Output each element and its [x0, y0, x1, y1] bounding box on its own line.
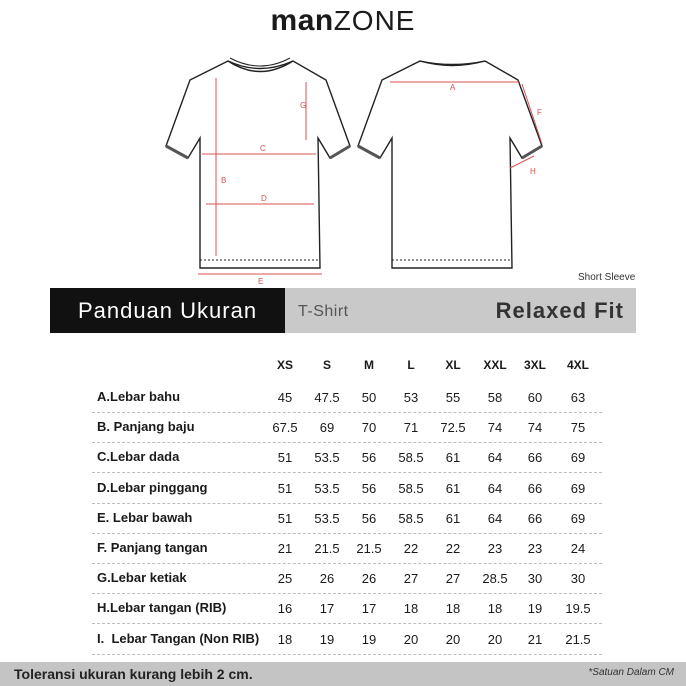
table-row — [92, 442, 602, 473]
table-cell: 58 — [487, 390, 503, 405]
table-row — [92, 503, 602, 534]
table-cell: 20 — [445, 631, 461, 647]
table-cell: 18 — [487, 601, 503, 617]
table-cell: 53.5 — [314, 450, 340, 466]
table-cell: 28.5 — [482, 571, 508, 587]
row-label: B. Panjang baju — [97, 419, 195, 435]
table-cell: 56 — [361, 450, 377, 466]
size-header: 3XL — [523, 358, 546, 372]
table-cell: 74 — [487, 420, 503, 436]
row-label: I. Lebar Tangan (Non RIB) — [97, 630, 260, 646]
table-cell: 22 — [403, 541, 419, 556]
table-cell: 69 — [570, 450, 586, 466]
size-header: 4XL — [566, 358, 589, 372]
row-label: C.Lebar dada — [97, 449, 180, 465]
table-cell: 72.5 — [440, 420, 466, 436]
table-cell: 56 — [361, 510, 377, 526]
marker-d: D — [261, 194, 267, 203]
size-header: XXL — [483, 358, 507, 372]
table-cell: 17 — [361, 601, 377, 617]
row-label: A.Lebar bahu — [97, 389, 181, 404]
table-cell: 58.5 — [398, 450, 424, 466]
table-row — [92, 382, 602, 413]
table-cell: 74 — [527, 420, 543, 436]
table-cell: 53.5 — [314, 480, 340, 496]
table-cell: 19.5 — [565, 601, 591, 617]
table-row — [92, 412, 602, 443]
marker-a: A — [450, 83, 456, 92]
product-type: T-Shirt — [298, 303, 349, 320]
table-cell: 60 — [527, 390, 543, 405]
table-cell: 75 — [570, 420, 586, 436]
table-cell: 58.5 — [398, 480, 424, 496]
table-cell: 21.5 — [565, 631, 591, 647]
marker-c: C — [260, 144, 266, 153]
row-label: H.Lebar tangan (RIB) — [97, 600, 227, 616]
size-header: M — [364, 358, 374, 372]
table-cell: 70 — [361, 420, 377, 436]
size-header: S — [322, 358, 331, 372]
table-cell: 30 — [570, 571, 586, 587]
table-cell: 56 — [361, 480, 377, 496]
table-cell: 66 — [527, 510, 543, 526]
table-cell: 19 — [361, 631, 377, 647]
table-cell: 23 — [487, 541, 503, 556]
table-cell: 25 — [277, 571, 293, 587]
row-label: E. Lebar bawah — [97, 509, 193, 525]
size-header: L — [407, 358, 415, 372]
brand-logo — [0, 4, 686, 38]
table-cell: 69 — [570, 480, 586, 496]
table-cell: 71 — [403, 420, 419, 436]
footer-bar — [0, 662, 686, 686]
table-cell: 21.5 — [356, 541, 382, 556]
table-cell: 27 — [445, 571, 461, 587]
tshirt-front — [166, 58, 350, 268]
size-header: XS — [276, 358, 293, 372]
table-cell: 30 — [527, 571, 543, 587]
row-label: G.Lebar ketiak — [97, 570, 187, 586]
table-cell: 19 — [527, 601, 543, 617]
table-cell: 64 — [487, 510, 503, 526]
row-label: F. Panjang tangan — [97, 540, 208, 555]
tolerance-note: Toleransi ukuran kurang lebih 2 cm. — [14, 666, 253, 682]
unit-note: *Satuan Dalam CM — [588, 667, 674, 678]
table-cell: 18 — [445, 601, 461, 617]
title-bar — [50, 288, 636, 333]
brand-logo-bold: man — [270, 4, 334, 37]
table-cell: 58.5 — [398, 510, 424, 526]
row-label: D.Lebar pinggang — [97, 479, 208, 495]
table-cell: 55 — [445, 390, 461, 405]
table-cell: 51 — [277, 480, 293, 496]
table-row — [92, 593, 602, 624]
table-cell: 19 — [319, 631, 335, 647]
table-cell: 26 — [319, 571, 335, 587]
table-cell: 18 — [277, 631, 293, 647]
table-row — [92, 624, 602, 655]
tshirt-illustration — [150, 48, 550, 286]
table-row — [92, 473, 602, 504]
table-row — [92, 533, 602, 564]
table-cell: 22 — [445, 541, 461, 556]
marker-h: H — [530, 167, 536, 176]
table-cell: 23 — [527, 541, 543, 556]
table-cell: 26 — [361, 571, 377, 587]
table-cell: 64 — [487, 480, 503, 496]
table-cell: 63 — [570, 390, 586, 405]
table-cell: 47.5 — [314, 390, 340, 405]
table-cell: 21.5 — [314, 541, 340, 556]
table-cell: 64 — [487, 450, 503, 466]
table-cell: 21 — [277, 541, 293, 556]
table-cell: 61 — [445, 480, 461, 496]
table-cell: 51 — [277, 510, 293, 526]
illustration-caption: Short Sleeve — [578, 272, 636, 283]
table-cell: 45 — [277, 390, 293, 405]
brand-logo-light: ZONE — [333, 5, 416, 36]
guide-title: Panduan Ukuran — [50, 288, 285, 333]
fit-type: Relaxed Fit — [495, 298, 624, 323]
table-cell: 61 — [445, 450, 461, 466]
marker-e: E — [258, 277, 264, 286]
table-cell: 20 — [487, 631, 503, 647]
marker-g: G — [300, 101, 307, 110]
table-cell: 16 — [277, 601, 293, 617]
tshirt-back — [358, 61, 542, 268]
table-cell: 69 — [319, 420, 335, 436]
table-cell: 67.5 — [272, 420, 298, 436]
table-cell: 18 — [403, 601, 419, 617]
table-cell: 66 — [527, 480, 543, 496]
size-header: XL — [445, 358, 461, 372]
table-cell: 17 — [319, 601, 335, 617]
table-cell: 51 — [277, 450, 293, 466]
table-cell: 50 — [361, 390, 377, 405]
table-cell: 24 — [570, 541, 586, 556]
table-cell: 53.5 — [314, 510, 340, 526]
table-cell: 27 — [403, 571, 419, 587]
table-cell: 66 — [527, 450, 543, 466]
marker-b: B — [221, 176, 227, 185]
table-row — [92, 563, 602, 594]
table-cell: 69 — [570, 510, 586, 526]
table-cell: 53 — [403, 390, 419, 405]
table-cell: 20 — [403, 631, 419, 647]
marker-f: F — [537, 108, 542, 117]
table-cell: 21 — [527, 631, 543, 647]
table-cell: 61 — [445, 510, 461, 526]
